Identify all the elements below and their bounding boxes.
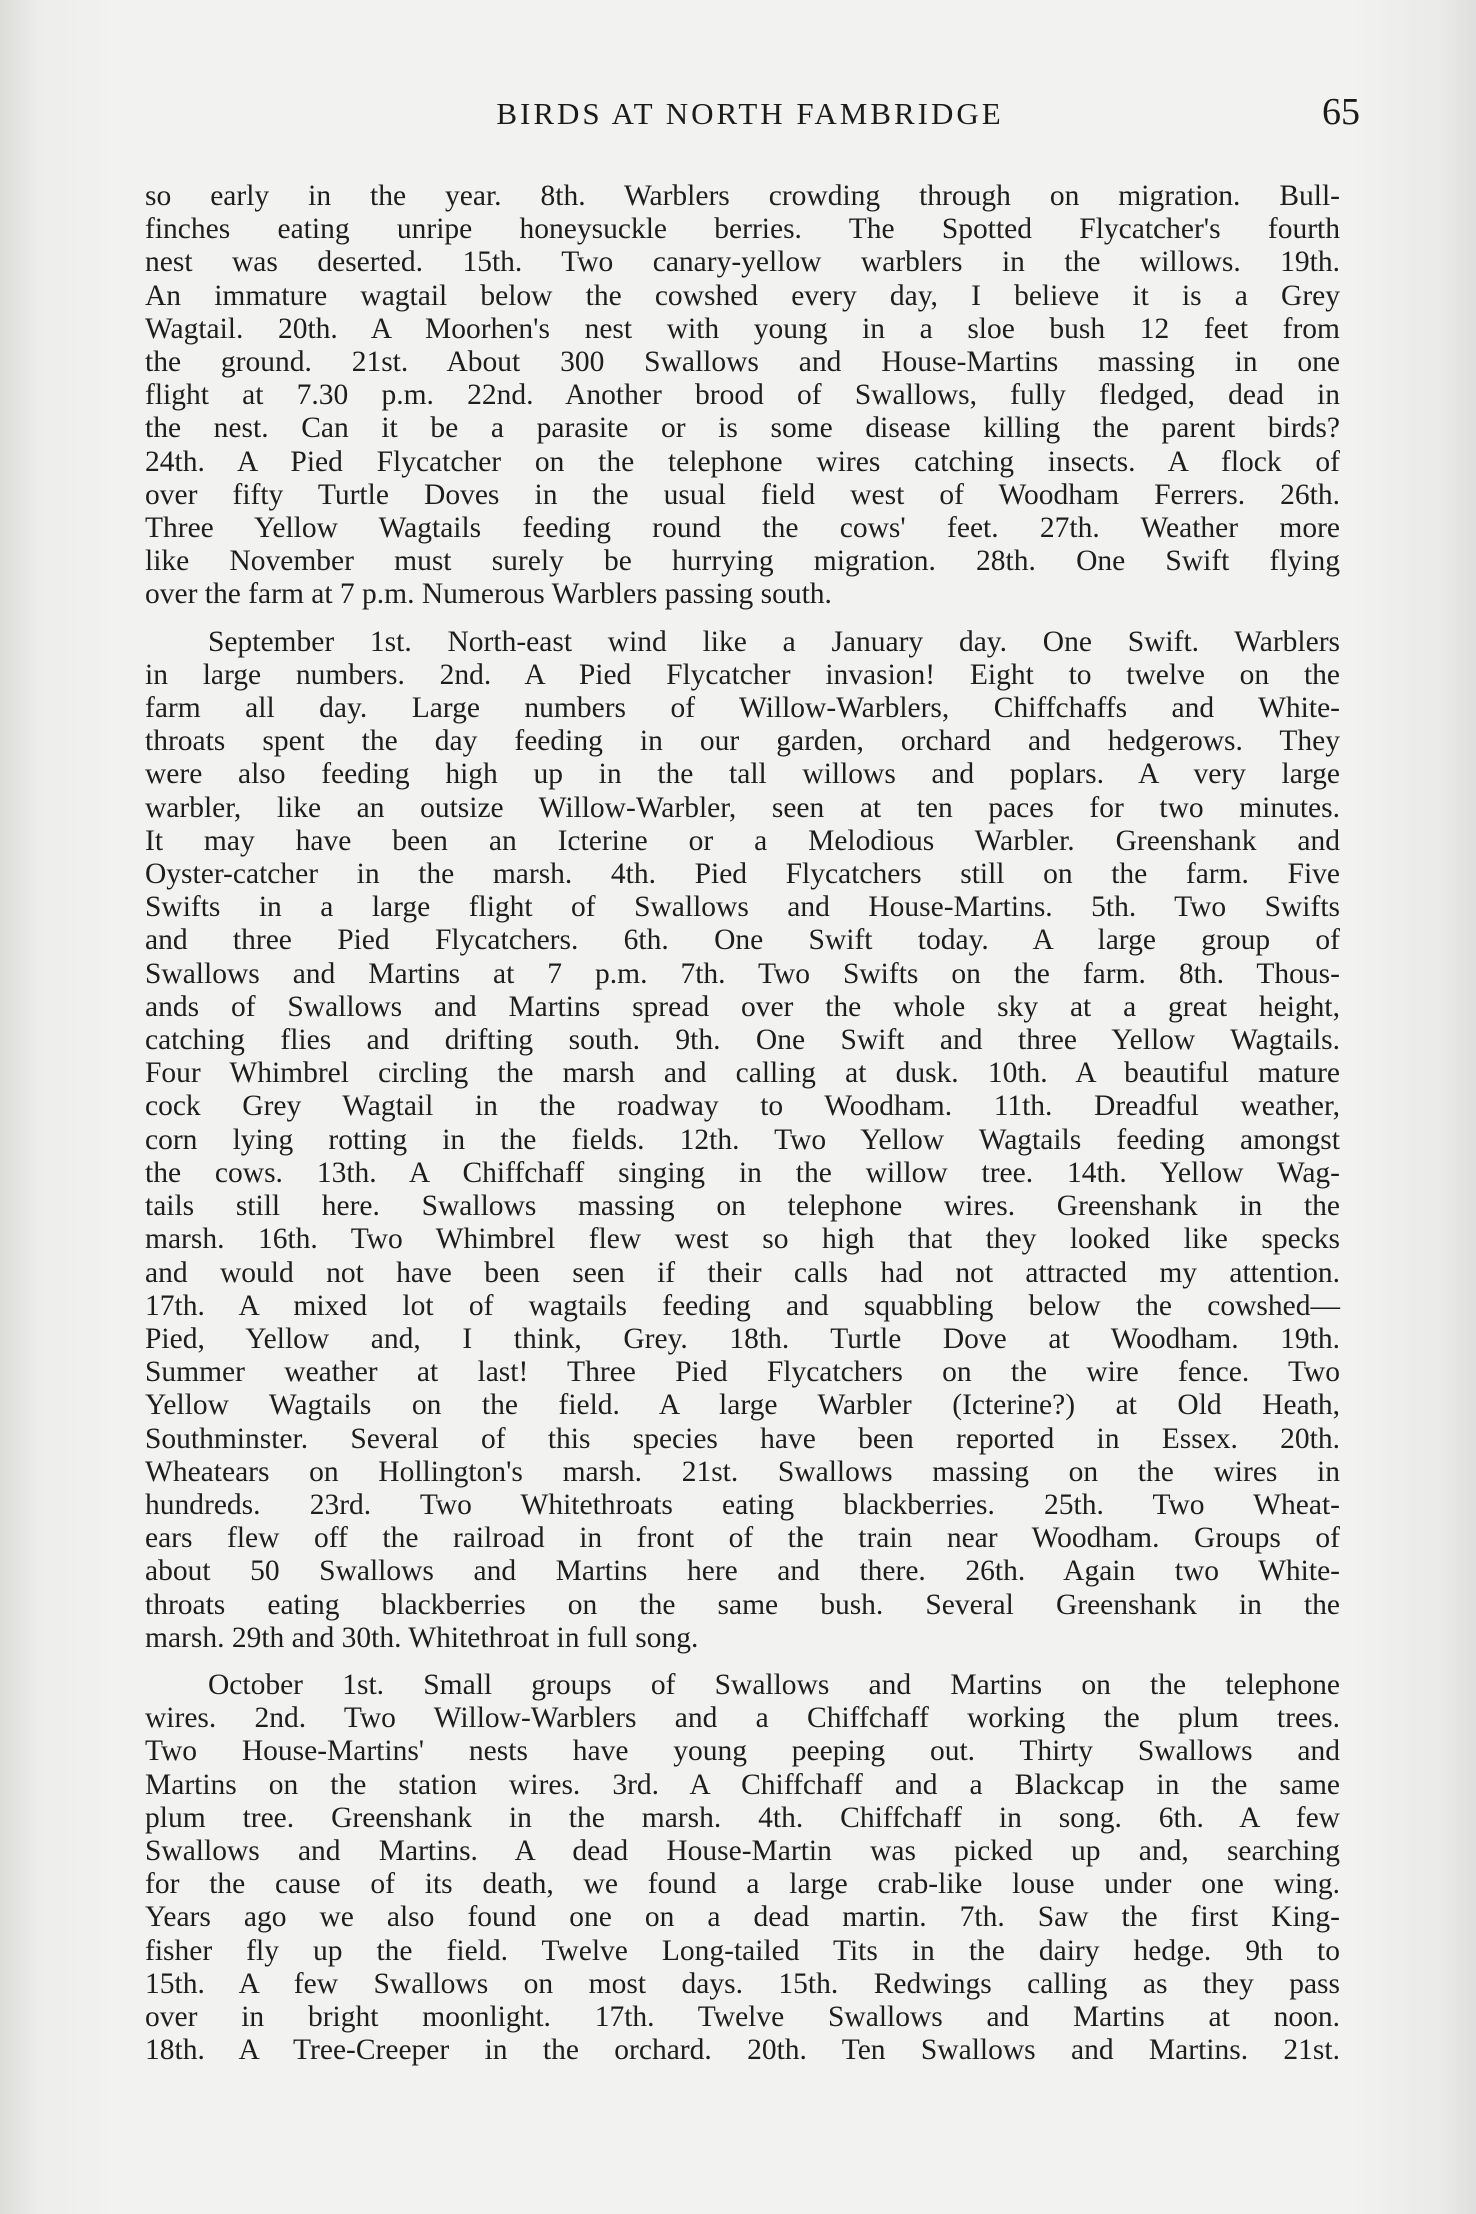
text-line: the cows. 13th. A Chiffchaff singing in the willow tree. 14th. Yellow Wag-: [145, 1156, 1340, 1189]
text-line: It may have been an Icterine or a Melodious Warbler. Greenshank and: [145, 824, 1340, 857]
text-line: October 1st. Small groups of Swallows and Martins on the telephone: [208, 1668, 1340, 1701]
text-line: and three Pied Flycatchers. 6th. One Swift today. A large group of: [145, 924, 1340, 957]
text-line: over the farm at 7 p.m. Numerous Warblers passing south.: [145, 578, 832, 611]
text-line: Four Whimbrel circling the marsh and calling at dusk. 10th. A beautiful mature: [145, 1057, 1340, 1090]
text-line: hundreds. 23rd. Two Whitethroats eating blackberries. 25th. Two Wheat-: [145, 1488, 1340, 1521]
text-line: Wheatears on Hollington's marsh. 21st. Swallows massing on the wires in: [145, 1455, 1340, 1488]
text-line: warbler, like an outsize Willow-Warbler, seen at ten paces for two minutes.: [145, 791, 1340, 824]
text-line: Summer weather at last! Three Pied Flycatchers on the wire fence. Two: [145, 1356, 1340, 1389]
text-line: Years ago we also found one on a dead martin. 7th. Saw the first King-: [145, 1901, 1340, 1934]
text-line: farm all day. Large numbers of Willow-Warblers, Chiffchaffs and White-: [145, 692, 1340, 725]
text-line: catching flies and drifting south. 9th. One Swift and three Yellow Wagtails.: [145, 1024, 1340, 1057]
text-line: throats spent the day feeding in our garden, orchard and hedgerows. They: [145, 725, 1340, 758]
text-line: throats eating blackberries on the same bush. Several Greenshank in the: [145, 1588, 1340, 1621]
text-line: ands of Swallows and Martins spread over the whole sky at a great height,: [145, 990, 1340, 1023]
text-line: 24th. A Pied Flycatcher on the telephone wires catching insects. A flock of: [145, 445, 1340, 478]
text-line: over in bright moonlight. 17th. Twelve Swallows and Martins at noon.: [145, 2000, 1340, 2033]
text-line: about 50 Swallows and Martins here and there. 26th. Again two White-: [145, 1555, 1340, 1588]
text-line: and would not have been seen if their calls had not attracted my attention.: [145, 1256, 1340, 1289]
text-line: Three Yellow Wagtails feeding round the cows' feet. 27th. Weather more: [145, 512, 1340, 545]
text-line: marsh. 16th. Two Whimbrel flew west so high that they looked like specks: [145, 1223, 1340, 1256]
text-line: the nest. Can it be a parasite or is some disease killing the parent birds?: [145, 412, 1340, 445]
text-line: for the cause of its death, we found a large crab-like louse under one wing.: [145, 1868, 1340, 1901]
text-line: finches eating unripe honeysuckle berries. The Spotted Flycatcher's fourth: [145, 213, 1340, 246]
page-number: 65: [1322, 91, 1360, 133]
text-line: plum tree. Greenshank in the marsh. 4th. Chiffchaff in song. 6th. A few: [145, 1801, 1340, 1834]
text-line: Swallows and Martins at 7 p.m. 7th. Two Swifts on the farm. 8th. Thous-: [145, 957, 1340, 990]
text-line: nest was deserted. 15th. Two canary-yellow warblers in the willows. 19th.: [145, 246, 1340, 279]
text-line: Martins on the station wires. 3rd. A Chiffchaff and a Blackcap in the same: [145, 1768, 1340, 1801]
text-line: marsh. 29th and 30th. Whitethroat in full song.: [145, 1621, 699, 1654]
text-line: wires. 2nd. Two Willow-Warblers and a Chiffchaff working the plum trees.: [145, 1702, 1340, 1735]
page-header: [150, 91, 1360, 136]
text-line: Wagtail. 20th. A Moorhen's nest with young in a sloe bush 12 feet from: [145, 312, 1340, 345]
text-line: 17th. A mixed lot of wagtails feeding and squabbling below the cowshed—: [145, 1289, 1340, 1322]
text-line: tails still here. Swallows massing on telephone wires. Greenshank in the: [145, 1190, 1340, 1223]
body-text: [145, 180, 1340, 2067]
text-line: 15th. A few Swallows on most days. 15th. Redwings calling as they pass: [145, 1967, 1340, 2000]
text-line: ears flew off the railroad in front of the train near Woodham. Groups of: [145, 1522, 1340, 1555]
text-line: September 1st. North-east wind like a January day. One Swift. Warblers: [208, 625, 1340, 658]
text-line: Pied, Yellow and, I think, Grey. 18th. Turtle Dove at Woodham. 19th.: [145, 1322, 1340, 1355]
text-line: Two House-Martins' nests have young peeping out. Thirty Swallows and: [145, 1735, 1340, 1768]
text-line: were also feeding high up in the tall willows and poplars. A very large: [145, 758, 1340, 791]
text-line: Swifts in a large flight of Swallows and House-Martins. 5th. Two Swifts: [145, 891, 1340, 924]
text-line: 18th. A Tree-Creeper in the orchard. 20th. Ten Swallows and Martins. 21st.: [145, 2034, 1340, 2067]
text-line: in large numbers. 2nd. A Pied Flycatcher invasion! Eight to twelve on the: [145, 658, 1340, 691]
text-line: Swallows and Martins. A dead House-Martin was picked up and, searching: [145, 1834, 1340, 1867]
text-line: the ground. 21st. About 300 Swallows and House-Martins massing in one: [145, 346, 1340, 379]
text-line: over fifty Turtle Doves in the usual field west of Woodham Ferrers. 26th.: [145, 478, 1340, 511]
text-line: An immature wagtail below the cowshed every day, I believe it is a Grey: [145, 279, 1340, 312]
text-line: Yellow Wagtails on the field. A large Warbler (Icterine?) at Old Heath,: [145, 1389, 1340, 1422]
paragraph: [145, 180, 1340, 612]
text-line: Southminster. Several of this species have been reported in Essex. 20th.: [145, 1422, 1340, 1455]
text-line: corn lying rotting in the fields. 12th. Two Yellow Wagtails feeding amongst: [145, 1123, 1340, 1156]
text-line: cock Grey Wagtail in the roadway to Woodham. 11th. Dreadful weather,: [145, 1090, 1340, 1123]
text-line: so early in the year. 8th. Warblers crowding through on migration. Bull-: [145, 180, 1340, 212]
paragraph: [145, 626, 1340, 1655]
text-line: like November must surely be hurrying migration. 28th. One Swift flying: [145, 545, 1340, 578]
paragraph: [145, 1669, 1340, 2067]
text-line: fisher fly up the field. Twelve Long-tailed Tits in the dairy hedge. 9th to: [145, 1934, 1340, 1967]
running-title: BIRDS AT NORTH FAMBRIDGE: [496, 96, 1004, 131]
text-line: Oyster-catcher in the marsh. 4th. Pied Flycatchers still on the farm. Five: [145, 858, 1340, 891]
text-line: flight at 7.30 p.m. 22nd. Another brood of Swallows, fully fledged, dead in: [145, 379, 1340, 412]
